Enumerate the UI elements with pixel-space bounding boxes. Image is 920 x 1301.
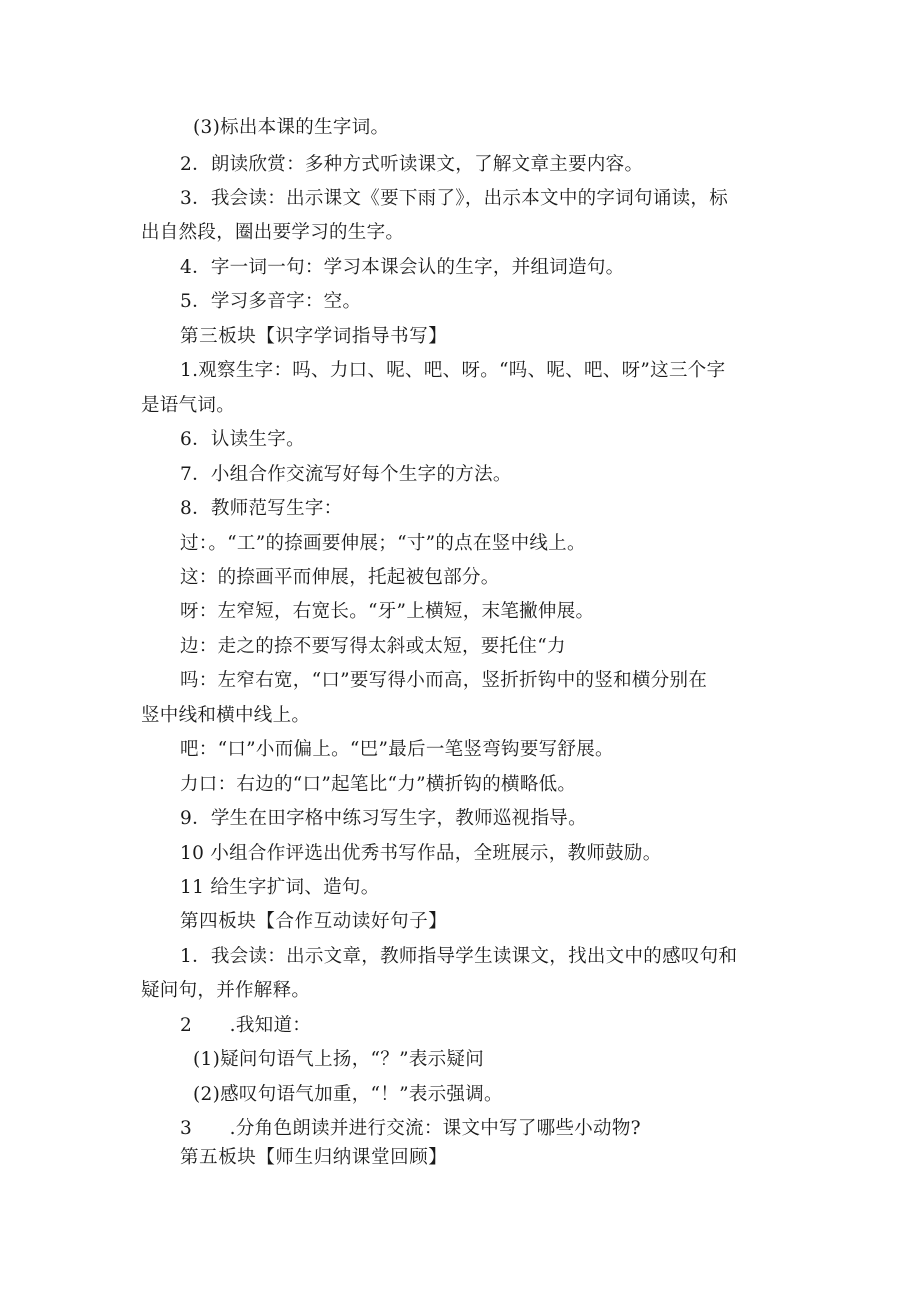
text-line: 2 .我知道： [180,1015,312,1036]
text-line: (2)感叹句语气加重，“！”表示强调。 [193,1084,503,1105]
section-heading: 第三板块【识字学词指导书写】 [180,326,448,347]
text-line: 力口：右边的“口”起笔比“力”横折钩的横略低。 [180,774,577,795]
text-line: 4．字一词一句：学习本课会认的生字，并组词造句。 [180,257,625,278]
text-line: 吧：“口”小而偏上。“巴”最后一笔竖弯钩要写舒展。 [180,739,614,760]
text-line: 7．小组合作交流写好每个生字的方法。 [180,464,512,485]
text-line: 3 .分角色朗读并进行交流：课文中写了哪些小动物? [180,1118,641,1139]
text-line: 8．教师范写生字： [180,498,343,519]
text-line: 这：的捺画平而伸展，托起被包部分。 [180,567,500,588]
text-line: 11 给生字扩词、造句。 [180,877,380,898]
text-line: (3)标出本课的生字词。 [193,117,390,138]
text-line: 疑问句，并作解释。 [141,980,311,1001]
text-line: 边：走之的捺不要写得太斜或太短，要托住“力 [180,636,566,657]
section-heading: 第五板块【师生归纳课堂回顾】 [180,1147,448,1168]
text-line: 出自然段，圈出要学习的生字。 [141,222,405,243]
text-line: 1.观察生字：吗、力口、呢、吧、呀。“吗、呢、吧、呀”这三个字 [180,360,726,381]
text-line: 6．认读生字。 [180,429,305,450]
text-line: 吗：左窄右宽，“口”要写得小而高，竖折折钩中的竖和横分别在 [180,670,708,691]
text-line: 5．学习多音字：空。 [180,291,362,312]
text-line: 9．学生在田字格中练习写生字，教师巡视指导。 [180,808,587,829]
section-heading: 第四板块【合作互动读好句子】 [180,911,448,932]
text-line: 过：。“工”的捺画要伸展；“寸”的点在竖中线上。 [180,533,586,554]
text-line: 3．我会读：出示课文《要下雨了》，出示本文中的字词句诵读，标 [180,188,729,209]
text-line: 呀：左窄短，右宽长。“牙”上横短，末笔撇伸展。 [180,601,595,622]
text-line: 10 小组合作评选出优秀书写作品，全班展示，教师鼓励。 [180,843,662,864]
text-line: 是语气词。 [141,395,236,416]
text-line: 2．朗读欣赏：多种方式听读课文，了解文章主要内容。 [180,154,644,175]
text-line: (1)疑问句语气上扬，“？”表示疑问 [193,1049,485,1070]
text-line: 竖中线和横中线上。 [141,705,311,726]
text-line: 1．我会读：出示文章，教师指导学生读课文，找出文中的感叹句和 [180,946,738,967]
